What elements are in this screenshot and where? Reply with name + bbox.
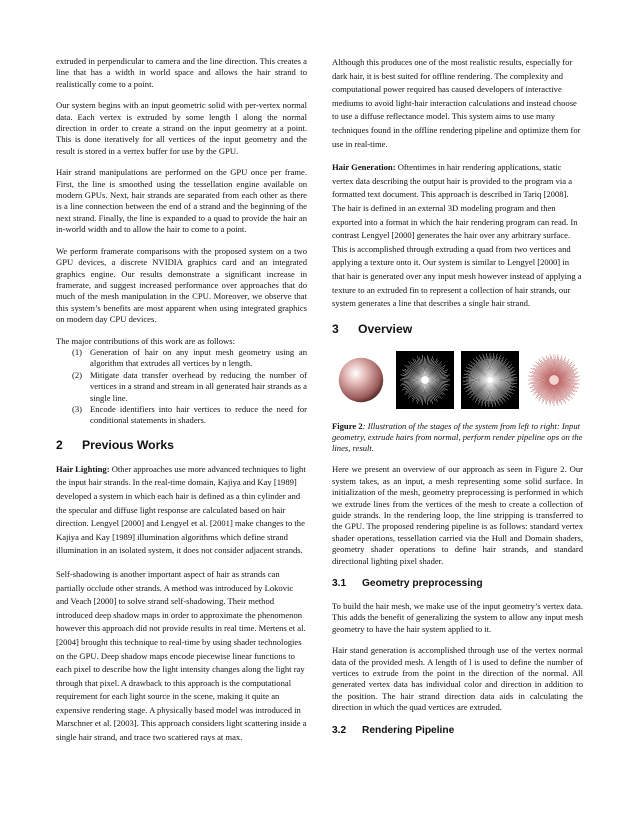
left-column xyxy=(56,56,307,745)
figure-sphere-image xyxy=(332,351,390,409)
list-item: (3) Encode identifiers into hair vertices to reduce the need for conditional statements in shaders. xyxy=(72,403,307,426)
figure-pipeline-image xyxy=(461,351,519,409)
paragraph: Hair Generation: Oftentimes in hair rendering applications, static vertex data describing the output hair is provided to the program via a formatted text document. This approach is described in Tariq [2008]. The hair is defined in an external 3D modeling program and then exported into a format in which the hair rendering program can read. In contrast Lengyel [2000] generates the hair over any arbitrary surface. This is accomplished through extruding a quad from two vertices and applying a texture onto it. Our system is similar to Lengyel [2000] in that hair is generated over any input mesh however instead of applying a texture to an extruded fin to represent a collection of hair strands, our system generates a line that describes a single hair strand. xyxy=(332,162,582,309)
figure-extrude-image xyxy=(396,351,454,409)
paragraph: extruded in perpendicular to camera and the line direction. This creates a line that has a width in world space and allows the hair strand to realistically come to a point. xyxy=(56,56,307,89)
paragraph: Although this produces one of the most realistic results, especially for dark hair, it is best suited for offline rendering. The complexity and computational power required has caused developers of interactive mediums to avoid light-hair interaction calculations and instead choose to use a diffuse reflectance model. This system aims to use many techniques found in the offline rendering pipeline and optimize them for use in real-time. xyxy=(332,57,581,149)
paragraph: Our system begins with an input geometric solid with per-vertex normal data. Each vertex is extruded by some length l along the normal direction in order to create a strand on the input geometry at a point. This is done iteratively for all vertices of the input geometry and the result is stored in a vertex buffer for use by the GPU. xyxy=(56,100,307,156)
figure-result-image xyxy=(525,351,583,409)
subsection-heading: 3.2 Rendering Pipeline xyxy=(332,724,455,736)
contributions-list xyxy=(56,347,307,427)
figure-2 xyxy=(332,345,583,415)
paragraph: We perform framerate comparisons with the proposed system on a two GPU devices, a discrete NVIDIA graphics card and an integrated graphics engine. Our results demonstrate a significant increase in framerate, and suggest increased performance over approaches that do much of the mesh manipulation in the CPU. Moreover, we observe that this system’s benefits are most apparent when using integrated graphics on modern day CPU devices. xyxy=(56,245,307,325)
paragraph: Here we present an overview of our approach as seen in Figure 2. Our system takes, as an input, a mesh representing some solid surface. In initialization of the mesh, geometry preprocessing is performed in which we extrude lines from the vertices of the mesh to create a collection of guide strands. In the rendering loop, the line stripping is transferred to the GPU. The proposed rendering pipeline is as follows: standard vertex shader operations, tessellation carried via the Hull and Domain shaders, geometry shader operations to define hair strands, and standard directional lighting pixel shader. xyxy=(332,464,583,566)
paragraph: Hair stand generation is accomplished through use of the vertex normal data of the provided mesh. A length of l is used to define the number of vertices to extrude from the point in the direction of the normal. All generated vertex data has individual color and direction in addition to the position. The hair strand direction data aids in calculating the direction in which the quad vertices are extruded. xyxy=(332,645,583,713)
list-item: (2) Mitigate data transfer overhead by reducing the number of vertices in a strand and stream in all generated hair strands as a single line. xyxy=(72,369,307,403)
subsection-heading: 3.1 Geometry preprocessing xyxy=(332,577,483,589)
paragraph: Hair Lighting: Other approaches use more advanced techniques to light the input hair strands. In the real-time domain, Kajiya and Kay [1989] developed a system in which each hair is defined as a thin cylinder and the specular and diffuse light response are calculated based on hair direction. Lengyel [2000] and Lengyel et al. [2001] make changes to the Kajiya and Kay [1989] illumination algorithms which define strand illumination in an isolated system, it does not consider adjacent strands. xyxy=(56,463,306,556)
right-column xyxy=(332,56,583,738)
paragraph: Self-shadowing is another important aspect of hair as strands can partially occlude other strands. A method was introduced by Lokovic and Veach [2000] to solve strand self-shadowing. Their method introduced deep shadow maps in order to approximate the phenomenon however this approach did not provide results in real time. Mertens et al. [2004] brought this technique to real-time by using shader technologies on the GPU. Deep shadow maps encode piecewise linear functions to each pixel to describe how the light intensity changes along the light ray through that pixel. A drawback to this approach is the computational requirement for each light source in the scene, making it quite an expensive rendering stage. A physically based model was introduced in Marschner et al. [2003]. This approach considers light scattering inside a single hair strand, and trace two scattered rays at max. xyxy=(56,568,307,743)
paragraph: Hair strand manipulations are performed on the GPU once per frame. First, the line is smoothed using the tessellation engine available on modern GPUs. Next, hair strands are separated from each other as there is a line connection between the end of a strand and the beginning of the next strand. Finally, the line is expanded to a quad to provide the hair an in-world width and to allow the hair to come to a point. xyxy=(56,167,307,235)
figure-caption: Figure 2: Illustration of the stages of the system from left to right: Input geometry, extrude hairs from normal, perform render pipeline ops on the lines, result. xyxy=(332,420,583,454)
paragraph: The major contributions of this work are as follows: xyxy=(56,335,236,346)
section-heading: 2 Previous Works xyxy=(56,437,174,452)
section-heading: 3 Overview xyxy=(332,321,413,336)
list-item: (1) Generation of hair on any input mesh geometry using an algorithm that extrudes all vertices by n length. xyxy=(72,346,307,369)
paragraph: To build the hair mesh, we make use of the input geometry’s vertex data. This adds the benefit of generalizing the system to allow any input mesh geometry to have the hair system applied to it. xyxy=(332,600,583,634)
